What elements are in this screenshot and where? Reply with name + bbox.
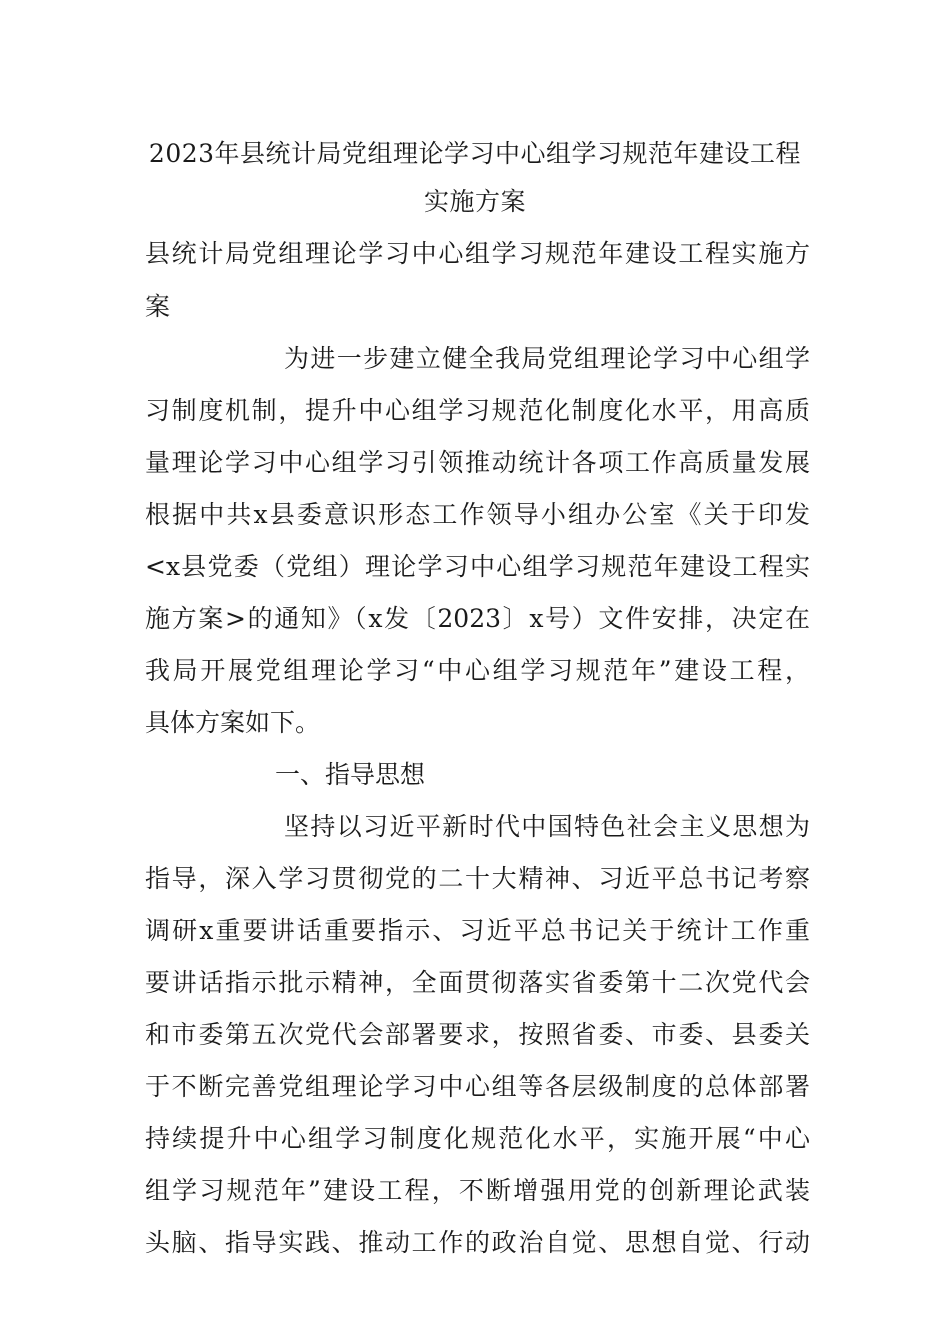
subtitle-line-1: 县统计局党组理论学习中心组学习规范年建设工程实施方 xyxy=(145,239,810,268)
paragraph-2-line: 头脑、指导实践、推动工作的政治自觉、思想自觉、行动 xyxy=(145,1228,810,1257)
document-title-line-1: 2023年县统计局党组理论学习中心组学习规范年建设工程 xyxy=(148,139,802,168)
paragraph-2-line: 要讲话指示批示精神，全面贯彻落实省委第十二次党代会 xyxy=(145,968,810,997)
paragraph-2-line: 于不断完善党组理论学习中心组等各层级制度的总体部署 xyxy=(145,1072,810,1101)
paragraph-1-line: 具体方案如下。 xyxy=(145,708,321,737)
paragraph-1-line: 为进一步建立健全我局党组理论学习中心组学 xyxy=(284,344,810,373)
section-heading-guiding-ideology: 一、指导思想 xyxy=(275,760,426,789)
paragraph-2-line: 组学习规范年”建设工程，不断增强用党的创新理论武装 xyxy=(145,1176,810,1205)
paragraph-1-line: <x县党委（党组）理论学习中心组学习规范年建设工程实 xyxy=(145,552,810,581)
paragraph-2-line: 指导，深入学习贯彻党的二十大精神、习近平总书记考察 xyxy=(145,864,810,893)
paragraph-1-line: 施方案>的通知》（x发〔2023〕x号）文件安排，决定在 xyxy=(145,604,810,633)
paragraph-2-line: 坚持以习近平新时代中国特色社会主义思想为 xyxy=(284,812,810,841)
paragraph-2-line: 和市委第五次党代会部署要求，按照省委、市委、县委关 xyxy=(145,1020,810,1049)
paragraph-1-line: 根据中共x县委意识形态工作领导小组办公室《关于印发 xyxy=(145,500,810,529)
paragraph-2-line: 调研x重要讲话重要指示、习近平总书记关于统计工作重 xyxy=(145,916,810,945)
document-title-line-2: 实施方案 xyxy=(423,187,526,216)
paragraph-1-line: 量理论学习中心组学习引领推动统计各项工作高质量发展 xyxy=(145,448,810,477)
paragraph-1-line: 我局开展党组理论学习“中心组学习规范年”建设工程， xyxy=(145,656,810,685)
subtitle-line-2: 案 xyxy=(145,292,171,321)
paragraph-1-line: 习制度机制，提升中心组学习规范化制度化水平，用高质 xyxy=(145,396,810,425)
paragraph-2-line: 持续提升中心组学习制度化规范化水平，实施开展“中心 xyxy=(145,1124,810,1153)
